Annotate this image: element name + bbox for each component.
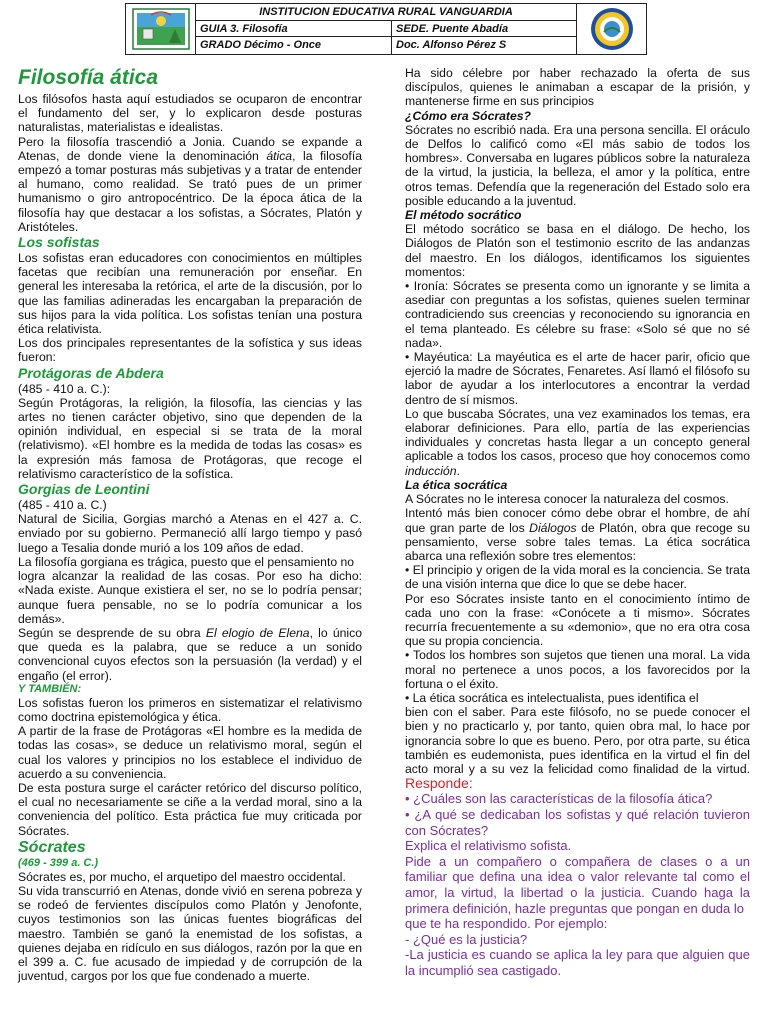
header-table: [196, 4, 576, 54]
tambien-paragraph-2: A partir de la frase de Protágoras «El hombre es la medida de todas las cosas», se deduce un relativismo moral, según el cual los valores y principios no los establece el individuo de acuerdo a su conveniencia.: [18, 724, 362, 781]
socrates-paragraph-1: Sócrates es, por mucho, el arquetipo del maestro occidental.: [18, 869, 346, 884]
header-row-guide: [196, 21, 576, 38]
gorgias-bio: Natural de Sicilia, Gorgias marchó a Atenas en el 427 a. C. enviado por su gobierno. Permaneció allí largo tiempo y pasó luego a Tesalia donde murió a los 109 años de edad.: [18, 512, 362, 555]
right-column: [405, 66, 750, 978]
sede-label: SEDE. Puente Abadía: [396, 22, 509, 35]
question-example-2: -La justicia es cuando se aplica la ley para que alguien que la incumplió sea castigado.: [405, 947, 750, 978]
etica-bullet-1: • El principio y origen de la vida moral es la conciencia. Se trata de una visión interna que dice lo que se debe hacer.: [405, 563, 750, 592]
guide-label: GUIA 3. Filosofía: [196, 21, 392, 37]
sofistas-paragraph: Los sofistas eran educadores con conocimientos en múltiples facetas que recibían una remuneración por enseñar. En general les interesaba la retórica, el arte de la discusión, por lo que las familias adineradas les encargaban la preparación de sus hijos para la vida política. Los sofistas tenían una postura ética relativista.: [18, 251, 362, 337]
etica-bullet-3: • La ética socrática es intelectualista, pues identifica el: [405, 690, 699, 705]
etica-heading: La ética socrática: [405, 477, 508, 492]
teacher-label: Doc. Alfonso Pérez S: [396, 39, 507, 52]
sofistas-representatives: Los dos principales representantes de la sofística y sus ideas fueron:: [18, 336, 362, 365]
etica-bullet-3-cont: bien con el saber. Para este filósofo, no se puede conocer el bien y no practicarlo y, por tanto, quien obra mal, lo hace por ignorancia sobre lo que es bueno. Pero, por otra parte, su ética también es eudemonista, pues identifica en la virtud el fin del acto moral y a su vez la felicidad como finalidad de la virtud. Responde:: [405, 705, 750, 792]
socrates-prison-paragraph: Ha sido célebre por haber rechazado la oferta de sus discípulos, quienes le animaban a escapar de la prisión, y mantenerse firme en sus principios: [405, 66, 750, 109]
question-example-1: - ¿Qué es la justicia?: [405, 931, 528, 947]
etica-bullet-2: • Todos los hombres son sujetos que tienen una moral. La vida moral no pertenece a unos pocos, a los favorecidos por la fortuna o el éxito.: [405, 648, 750, 691]
gorgias-philosophy: La filosofía gorgiana es trágica, puesto que el pensamiento no: [18, 554, 355, 569]
school-logo: [126, 4, 196, 54]
protagoras-heading: Protágoras de Abdera: [18, 364, 164, 381]
metodo-heading: El método socrático: [405, 208, 522, 223]
document-header: [125, 3, 647, 55]
gorgias-quote: logra alcanzar la realidad de las cosas. Por eso ha dicho: «Nada existe. Aunque existiera el ser, no se lo podría pensar; aunque fuera pensable, no se lo podría comunicar a los demás».: [18, 569, 362, 626]
metodo-paragraph: El método socrático se basa en el diálogo. De hecho, los Diálogos de Platón son el testimonio escrito de las andanzas del maestro. En los diálogos, identificamos los siguientes momentos:: [405, 222, 750, 279]
socrates-heading: Sócrates: [18, 838, 86, 856]
mayeutica-bullet: • Mayéutica: La mayéutica es el arte de hacer parir, oficio que ejerció la madre de Sócrates, Fenaretes. Así llamó el filósofo su labor de ayudar a los interlocutores a encontrar la verdad dentro de sí mismos.: [405, 350, 750, 407]
question-4: Pide a un compañero o compañera de clases o a un familiar que defina una idea o valor relevante tal como el amor, la virtud, la libertad o la justicia. Cuando haga la primera definición, hazle preguntas que pongan en duda lo: [405, 853, 750, 916]
induccion-paragraph: Lo que buscaba Sócrates, una vez examinados los temas, era elaborar definiciones. Para ello, partía de las experiencias individuales y concretas hasta llegar a un concepto general aplicable a todos los casos, proceso que hoy conocemos como inducción.: [405, 406, 750, 478]
question-2: • ¿A qué se dedicaban los sofistas y qué relación tuvieron con Sócrates?: [405, 806, 750, 838]
left-column: [18, 64, 362, 983]
page-title: Filosofía ática: [18, 66, 159, 89]
socrates-dates: (469 - 399 a. C.): [18, 856, 99, 869]
etica-paragraph-1: A Sócrates no le interesa conocer la naturaleza del cosmos.: [405, 492, 729, 507]
question-5: que te ha respondido. Por ejemplo:: [405, 916, 608, 932]
institution-name: INSTITUCION EDUCATIVA RURAL VANGUARDIA: [259, 6, 513, 18]
school-shield-icon: [131, 7, 191, 51]
socrates-paragraph-2: Su vida transcurrió en Atenas, donde vivió en serena pobreza y se rodeó de fervientes discípulos como Platón y Jenofonte, cuyos testimonios son las únicas fuentes biográficas del maestro. También se ganó la enemistad de los sofistas, a quienes dejaba en ridículo en sus diálogos, razón por la que en el 399 a. C. fue acusado de impiedad y de corrupción de la juventud, cargos por los que fue condenado a muerte.: [18, 883, 362, 984]
etica-paragraph-2: Intentó más bien conocer cómo debe obrar el hombre, de ahí que gran parte de los Diálogos de Platón, obra que recoge su pensamiento, verse sobre tales temas. La ética socrática abarca una reflexión sobre tres elementos:: [405, 506, 750, 563]
header-row-institution: [196, 4, 576, 21]
gorgias-heading: Gorgias de Leontini: [18, 481, 150, 498]
question-3: Explica el relativismo sofista.: [405, 838, 572, 854]
protagoras-dates: (485 - 410 a. C.):: [18, 381, 111, 396]
como-era-heading: ¿Cómo era Sócrates?: [405, 108, 531, 123]
ironia-bullet: • Ironía: Sócrates se presenta como un ignorante y se limita a asediar con preguntas a los sofistas, quienes suelen terminar contradiciendo sus creencias y reconociendo su ignorancia en el tema planteado. Es célebre su frase: «Solo sé que no sé nada».: [405, 279, 750, 350]
header-row-grade: [196, 37, 576, 54]
responde-heading: Responde:: [405, 775, 473, 792]
attica-paragraph: Pero la filosofía trascendió a Jonia. Cuando se expande a Atenas, de donde viene la denominación ática, la filosofía empezó a tomar posturas más subjetivas y a tratar de entender al humano, como realidad. Se trató pues de un primer humanismo o giro antropocéntrico. De la época ática de la filosofía hay que destacar a los sofistas, a Sócrates, Platón y Aristóteles.: [18, 134, 362, 234]
sofistas-heading: Los sofistas: [18, 234, 100, 251]
gorgias-dates: (485 - 410 a. C.): [18, 498, 107, 513]
como-era-paragraph: Sócrates no escribió nada. Era una persona sencilla. El oráculo de Delfos lo calificó como «El más sabio de todos los hombres». Conversaba en lugares públicos sobre la naturaleza de la virtud, la justicia, la belleza, el amor y la política, entre otros temas. Defendía que la regeneración del Estado solo era posible educando a la juventud.: [405, 122, 750, 208]
etica-bullet-1-cont: Por eso Sócrates insiste tanto en el conocimiento íntimo de cada uno con la frase: «Conócete a ti mismo». Sócrates recurría frecuentemente a su «demonio», que no era otra cosa que su propia conciencia.: [405, 591, 750, 649]
tambien-heading: Y TAMBIÉN:: [18, 682, 82, 695]
question-1: • ¿Cuáles son las características de la filosofía ática?: [405, 791, 713, 807]
seal-logo: [576, 4, 646, 54]
grade-label: GRADO Décimo - Once: [196, 37, 392, 54]
gorgias-elena: Según se desprende de su obra El elogio de Elena, lo único que queda es la palabra, que se reduce a un sonido convencional cuyos efectos son la persuasión (la verdad) y el engaño (el error).: [18, 625, 362, 683]
tambien-paragraph-1: Los sofistas fueron los primeros en sistematizar el relativismo como doctrina epistemológica y ética.: [18, 695, 362, 724]
tambien-paragraph-3: De esta postura surge el carácter retórico del discurso político, el cual no necesariamente se ciñe a la verdad moral, sino a la conveniencia del político. Esta práctica fue muy criticada por Sócrates.: [18, 780, 362, 838]
intro-paragraph: Los filósofos hasta aquí estudiados se ocuparon de encontrar el fundamento del ser, y lo explicaron desde posturas naturalistas, materialistas e idealistas.: [18, 92, 362, 135]
round-seal-icon: [586, 6, 638, 52]
protagoras-paragraph: Según Protágoras, la religión, la filosofía, las ciencias y las artes no tienen carácter objetivo, sino que dependen de la opinión individual, en especial si se trata de la moral (relativismo). «El hombre es la medida de todas las cosas» es la expresión más famosa de Protágoras, que recoge el relativismo característico de la sofística.: [18, 395, 362, 481]
